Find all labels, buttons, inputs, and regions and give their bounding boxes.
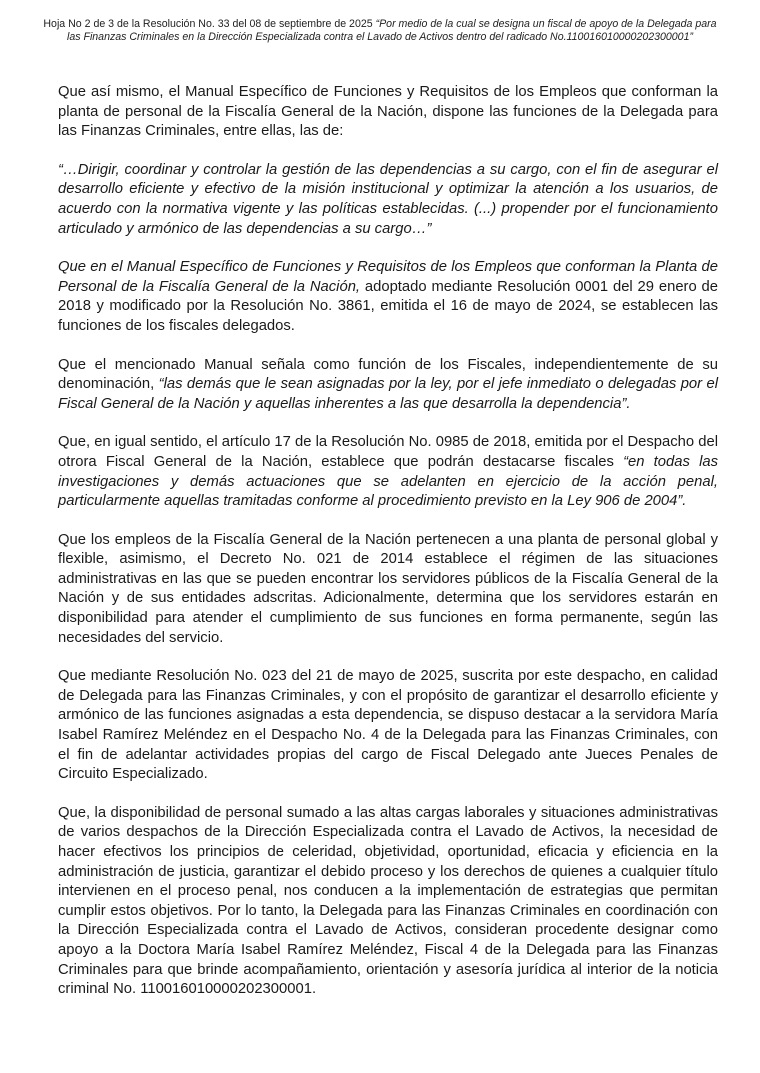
paragraph-quote-funciones: “…Dirigir, coordinar y controlar la gestión de las dependencias a su cargo, con el fin de asegurar el desarrollo eficiente y efectivo de la misión institucional y optimizar la atención a los usuarios, de acuerdo con la normativa vigente y las políticas establecidas. (...) propender por el funcionamiento articulado y armónico de las dependencias a su cargo…”: [58, 161, 718, 237]
paragraph-manual-fiscales: [58, 258, 718, 336]
paragraph-designacion-apoyo: Que, la disponibilidad de personal sumado a las altas cargas laborales y situaciones administrativas de varios despachos de la Dirección Especializada contra el Lavado de Activos, la necesidad de hacer efectivos los principios de celeridad, objetividad, oportunidad, eficacia y eficiencia en la administración de justicia, garantizar el debido proceso y los derechos de quienes a cualquier título intervienen en el proceso penal, nos conducen a la implementación de estrategias que permitan cumplir estos objetivos. Por lo tanto, la Delegada para las Finanzas Criminales en coordinación con la Dirección Especializada contra el Lavado de Activos, consideran procedente designar como apoyo a la Doctora María Isabel Ramírez Meléndez, Fiscal 4 de la Delegada para las Finanzas Criminales para que brinde acompañamiento, orientación y asesoría jurídica al interior de la noticia criminal No. 110016010000202300001.: [58, 804, 718, 998]
paragraph-manual-fiscales-italic: Que en el Manual Específico de Funciones y Requisitos de los Empleos que conforman la Planta de Personal de la Fiscalía General de la Nación,: [58, 259, 718, 295]
paragraph-funcion-fiscales-quote: “las demás que le sean asignadas por la ley, por el jefe inmediato o delegadas por el Fiscal General de la Nación y aquellas inherentes a las que desarrolla la dependencia”.: [58, 376, 718, 412]
header-prefix: Hoja No 2 de 3 de la Resolución No. 33 del 08 de septiembre de 2025: [43, 18, 376, 30]
header-subject: “Por medio de la cual se designa un fiscal de apoyo de la Delegada para las Finanzas Criminales en la Dirección Especializada contra el Lavado de Activos dentro del radicado No.110016010000202300001”: [66, 18, 717, 43]
paragraph-articulo-17-quote: “en todas las investigaciones y demás actuaciones que se adelanten en ejercicio de la acción penal, particularmente aquellas tramitadas conforme al procedimiento previsto en la Ley 906 de 2004”.: [58, 453, 718, 510]
paragraph-funcion-fiscales: [58, 356, 718, 415]
document-body: [58, 83, 718, 1019]
paragraph-articulo-17-start: Que, en igual sentido, el artículo 17 de la Resolución No. 0985 de 2018, emitida por el Despacho del otrora Fiscal General de la Nación, establece que podrán destacarse fiscales: [58, 434, 718, 470]
paragraph-manual-fiscales-rest: adoptado mediante Resolución 0001 del 29 enero de 2018 y modificado por la Resolución No. 3861, emitida el 16 de mayo de 2024, se establecen las funciones de los fiscales delegados.: [58, 278, 719, 334]
paragraph-manual-funciones: Que así mismo, el Manual Específico de Funciones y Requisitos de los Empleos que conforman la planta de personal de la Fiscalía General de la Nación, dispone las funciones de la Delegada para las Finanzas Criminales, entre ellas, las de:: [58, 84, 718, 140]
paragraph-resolucion-023: Que mediante Resolución No. 023 del 21 de mayo de 2025, suscrita por este despacho, en calidad de Delegada para las Finanzas Criminales, y con el propósito de garantizar el desarrollo eficiente y armónico de las funciones asignadas a esta dependencia, se dispuso destacar a la servidora María Isabel Ramírez Meléndez en el Despacho No. 4 de la Delegada para las Finanzas Criminales, con el fin de adelantar actividades propias del cargo de Fiscal Delegado ante Jueces Penales de Circuito Especializado.: [58, 668, 718, 783]
paragraph-planta-personal: Que los empleos de la Fiscalía General de la Nación pertenecen a una planta de personal global y flexible, asimismo, el Decreto No. 021 de 2014 establece el régimen de las situaciones administrativas en las que se pueden encontrar los servidores públicos de la Fiscalía General de la Nación y de sus entidades adscritas. Adicionalmente, determina que los servidores estarán en disponibilidad para atender el cumplimiento de sus funciones en forma permanente, según las necesidades del servicio.: [58, 531, 718, 646]
paragraph-articulo-17: [58, 433, 718, 511]
paragraph-funcion-fiscales-start: Que el mencionado Manual señala como función de los Fiscales, independientemente de su denominación,: [58, 356, 718, 393]
page-header: [40, 18, 720, 44]
